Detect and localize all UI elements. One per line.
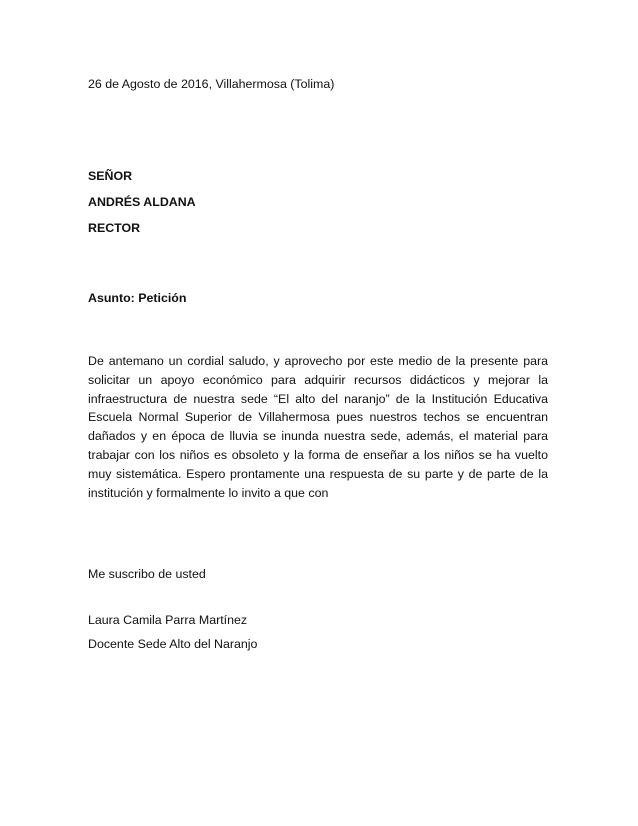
date-line: 26 de Agosto de 2016, Villahermosa (Tolima) bbox=[88, 77, 335, 91]
signature-position: Docente Sede Alto del Naranjo bbox=[88, 637, 258, 651]
recipient-salutation: SEÑOR bbox=[88, 169, 133, 183]
subject-line: Asunto: Petición bbox=[88, 291, 187, 305]
signature-name: Laura Camila Parra Martínez bbox=[88, 613, 248, 627]
closing-line: Me suscribo de usted bbox=[88, 567, 206, 581]
letter-body: De antemano un cordial saludo, y aprovecho por este medio de la presente para solicitar un apoyo económico para adquirir recursos didácticos y mejorar la infraestructura de nuestra sede “El alto del naranjo” de la Institución Educativa Escuela Normal Superior de Villahermosa pues nuestros techos se encuentran dañados y en época de lluvia se inunda nuestra sede, además, el material para trabajar con los niños es obsoleto y la forma de enseñar a los niños se ha vuelto muy sistemática. Espero prontamente una respuesta de su parte y de parte de la institución y formalmente lo invito a que con bbox=[88, 354, 548, 500]
recipient-name: ANDRÉS ALDANA bbox=[88, 195, 196, 209]
recipient-title: RECTOR bbox=[88, 221, 141, 235]
